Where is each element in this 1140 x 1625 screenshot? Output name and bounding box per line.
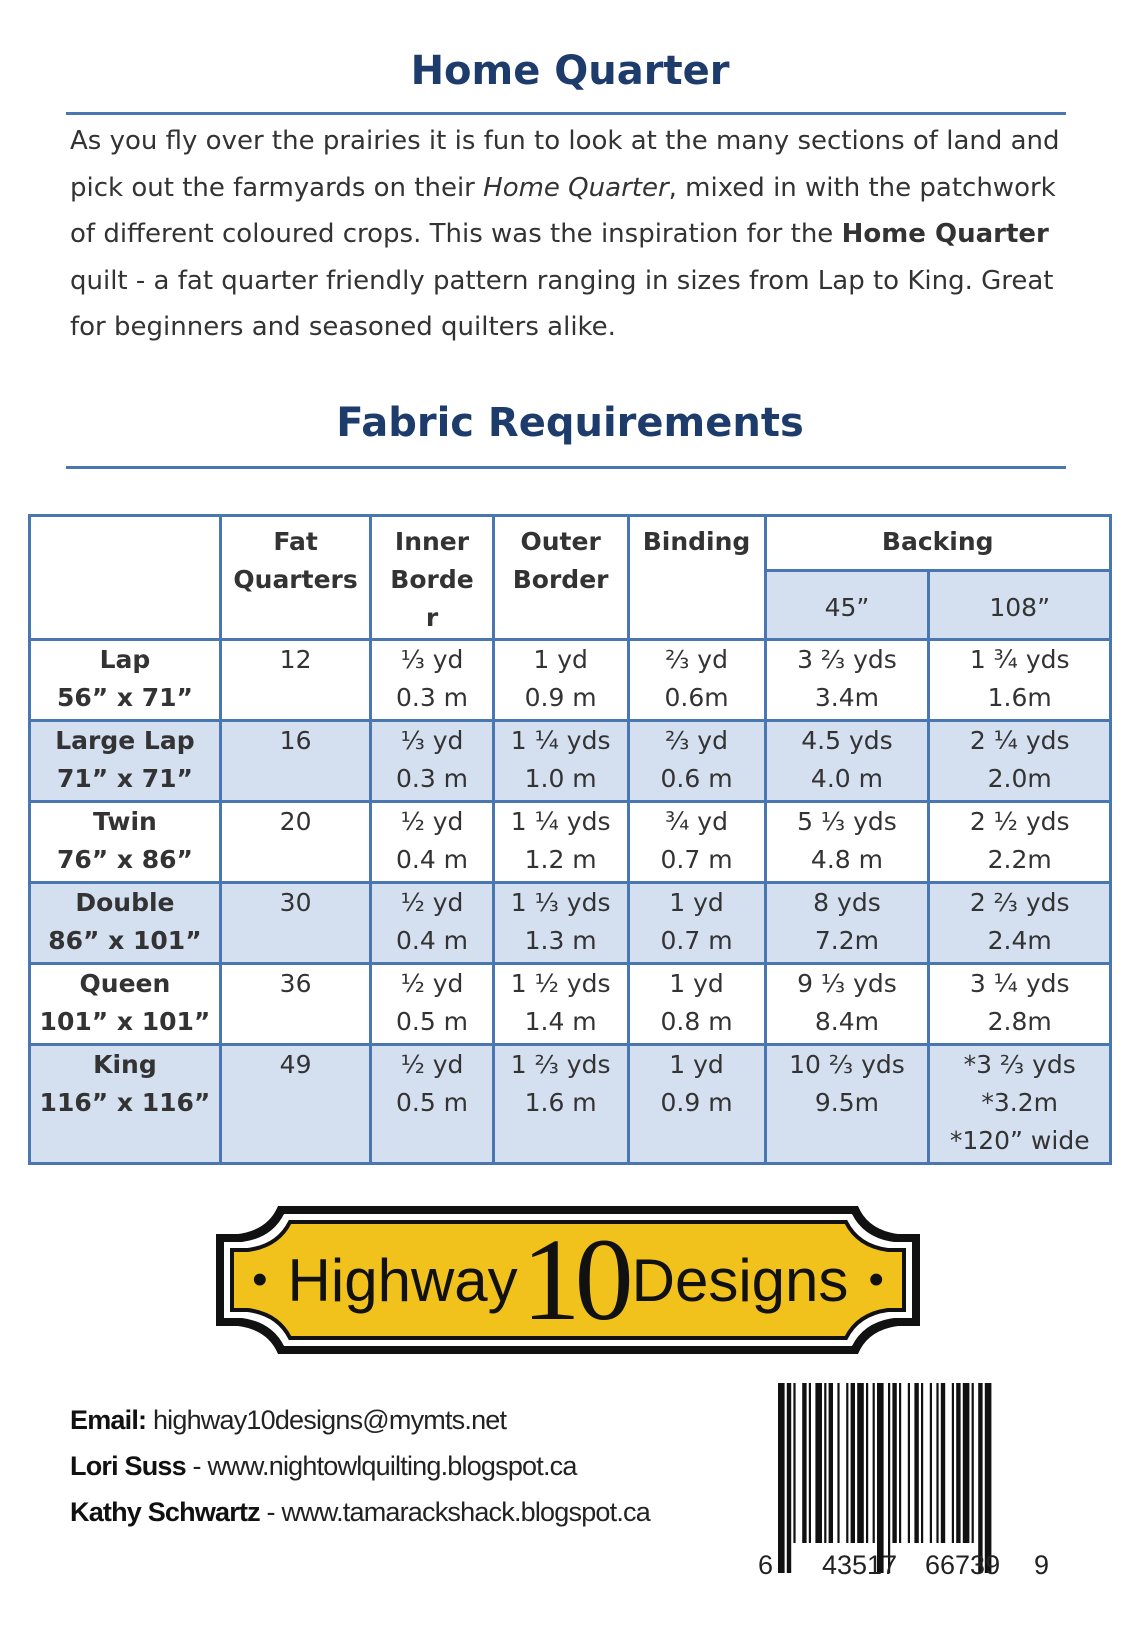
- logo-dot-left: •: [252, 1255, 268, 1304]
- outer-border-value: 1 ⅔ yds: [510, 1050, 611, 1079]
- binding-value: 0.6 m: [660, 764, 733, 793]
- page-title: Home Quarter: [410, 48, 730, 94]
- row-size-label: [30, 883, 221, 964]
- outer-border-value: 1.4 m: [524, 1007, 597, 1036]
- contact-info: [70, 1405, 650, 1543]
- intro-bold: Home Quarter: [841, 219, 1049, 249]
- barcode-bar: [936, 1383, 938, 1543]
- intro-emphasis: Home Quarter: [483, 172, 669, 203]
- backing-108-value: 2.2m: [987, 845, 1052, 874]
- barcode-bar: [972, 1383, 974, 1543]
- binding-cell: [628, 883, 765, 964]
- contact-email-line: [70, 1405, 650, 1451]
- barcode-bar: [985, 1383, 992, 1573]
- row-size-label: [30, 640, 221, 721]
- binding-cell: [628, 640, 765, 721]
- logo-number: 10: [521, 1214, 628, 1345]
- inner-border-value: ⅓ yd: [400, 726, 464, 755]
- outer-border-value: 1.3 m: [524, 926, 597, 955]
- backing-108-cell: [929, 802, 1111, 883]
- row-size-label: [30, 721, 221, 802]
- quilt-dimensions: 56” x 71”: [56, 683, 193, 712]
- quilt-dimensions: 86” x 101”: [48, 926, 202, 955]
- backing-108-value: *3.2m: [981, 1088, 1059, 1117]
- barcode-bar: [793, 1383, 795, 1543]
- quilt-size-name: Lap: [99, 645, 151, 674]
- backing-108-value: 2 ½ yds: [969, 807, 1070, 836]
- barcode-bar: [941, 1383, 945, 1543]
- fat-quarters-cell: 12: [220, 640, 370, 721]
- person2-name: Kathy Schwartz: [70, 1497, 260, 1527]
- barcode-bar: [829, 1383, 833, 1543]
- inner-border-value: ½ yd: [400, 1050, 464, 1079]
- outer-border-cell: [493, 1045, 628, 1164]
- row-size-label: [30, 964, 221, 1045]
- outer-border-value: 1 ½ yds: [510, 969, 611, 998]
- binding-value: 1 yd: [669, 969, 724, 998]
- backing-108-cell: [929, 721, 1111, 802]
- backing-45-value: 3 ⅔ yds: [797, 645, 897, 674]
- binding-value: 0.9 m: [660, 1088, 733, 1117]
- barcode-bar: [963, 1383, 970, 1543]
- quilt-dimensions: 76” x 86”: [56, 845, 193, 874]
- barcode-bar: [930, 1383, 932, 1543]
- binding-value: 0.7 m: [660, 845, 733, 874]
- outer-border-value: 1 yd: [533, 645, 588, 674]
- quilt-size-name: Large Lap: [55, 726, 195, 755]
- inner-border-value: 0.3 m: [395, 683, 469, 712]
- header-inner-border-line1: Inner: [394, 527, 470, 556]
- binding-cell: [628, 964, 765, 1045]
- barcode-bar: [815, 1383, 822, 1543]
- inner-border-value: 0.4 m: [395, 845, 469, 874]
- row-size-label: [30, 1045, 221, 1164]
- table-row: [30, 721, 1111, 802]
- inner-border-value: 0.4 m: [395, 926, 469, 955]
- person1-name: Lori Suss: [70, 1451, 186, 1481]
- highway-10-designs-logo: [208, 1200, 928, 1360]
- inner-border-cell: [371, 640, 493, 721]
- backing-45-value: 4.8 m: [810, 845, 883, 874]
- inner-border-cell: [371, 721, 493, 802]
- barcode-bar: [778, 1383, 785, 1573]
- barcode-bar: [892, 1383, 896, 1543]
- inner-border-cell: [371, 802, 493, 883]
- barcode-bar: [873, 1383, 875, 1543]
- backing-108-value: 2 ¼ yds: [969, 726, 1070, 755]
- backing-108-value: 2.0m: [987, 764, 1052, 793]
- binding-cell: [628, 1045, 765, 1164]
- backing-45-value: 9.5m: [814, 1088, 880, 1117]
- logo-dot-right: •: [868, 1255, 884, 1304]
- fat-quarters-cell: 30: [220, 883, 370, 964]
- barcode-bar: [877, 1383, 884, 1573]
- backing-45-cell: [765, 964, 929, 1045]
- fat-quarters-cell: 16: [220, 721, 370, 802]
- barcode-bar: [888, 1383, 890, 1573]
- inner-border-cell: [371, 964, 493, 1045]
- binding-cell: [628, 802, 765, 883]
- backing-108-cell: [929, 1045, 1111, 1164]
- quilt-dimensions: 116” x 116”: [39, 1088, 211, 1117]
- outer-border-value: 1 ⅓ yds: [510, 888, 611, 917]
- quilt-size-name: Double: [75, 888, 175, 917]
- backing-45-value: 4.5 yds: [801, 726, 893, 755]
- outer-border-cell: [493, 964, 628, 1045]
- backing-108-value: 2 ⅔ yds: [969, 888, 1070, 917]
- backing-45-value: 4.0 m: [810, 764, 883, 793]
- backing-45-value: 10 ⅔ yds: [789, 1050, 905, 1079]
- binding-value: 0.7 m: [660, 926, 733, 955]
- barcode-bar: [824, 1383, 826, 1543]
- barcode-bar: [899, 1383, 901, 1543]
- outer-border-value: 1.2 m: [524, 845, 597, 874]
- header-backing-108: 108”: [929, 571, 1111, 640]
- quilt-size-name: Twin: [93, 807, 157, 836]
- fat-quarters-cell: 36: [220, 964, 370, 1045]
- outer-border-cell: [493, 802, 628, 883]
- binding-value: ¾ yd: [665, 807, 728, 836]
- outer-border-value: 1 ¼ yds: [510, 807, 611, 836]
- quilt-dimensions: 101” x 101”: [39, 1007, 211, 1036]
- barcode-bar: [908, 1383, 910, 1543]
- header-backing-45: 45”: [765, 571, 929, 640]
- backing-45-cell: [765, 640, 929, 721]
- backing-108-cell: [929, 964, 1111, 1045]
- fat-quarters-cell: 49: [220, 1045, 370, 1164]
- header-outer-border: Outer Border: [493, 516, 628, 640]
- inner-border-cell: [371, 883, 493, 964]
- barcode-digit-first: 6: [758, 1550, 774, 1580]
- email-link[interactable]: highway10designs@mymts.net: [152, 1405, 507, 1435]
- barcode-digits-left: 43517: [822, 1550, 898, 1580]
- header-binding: Binding: [628, 516, 765, 640]
- barcode-bar: [851, 1383, 855, 1543]
- backing-108-value: 2.4m: [987, 926, 1052, 955]
- binding-value: 0.6m: [664, 683, 729, 712]
- binding-value: 1 yd: [669, 888, 724, 917]
- binding-value: 1 yd: [669, 1050, 724, 1079]
- backing-108-value: 1 ¾ yds: [969, 645, 1070, 674]
- binding-value: 0.8 m: [660, 1007, 733, 1036]
- outer-border-value: 1 ¼ yds: [510, 726, 611, 755]
- binding-value: ⅔ yd: [665, 645, 728, 674]
- table-row: [30, 883, 1111, 964]
- barcode-bar: [846, 1383, 848, 1543]
- backing-45-value: 5 ⅓ yds: [797, 807, 897, 836]
- barcode-digit-last: 9: [1034, 1550, 1050, 1580]
- header-inner-border: [371, 516, 493, 640]
- backing-45-value: 7.2m: [814, 926, 880, 955]
- barcode-bar: [914, 1383, 918, 1543]
- inner-border-cell: [371, 1045, 493, 1164]
- inner-border-value: 0.3 m: [395, 764, 469, 793]
- contact-person2-line: [70, 1497, 650, 1543]
- outer-border-cell: [493, 640, 628, 721]
- inner-border-value: 0.5 m: [395, 1088, 469, 1117]
- barcode-digits-right: 66739: [925, 1550, 1001, 1580]
- barcode-bar: [866, 1383, 868, 1543]
- backing-108-value: *3 ⅔ yds: [963, 1050, 1076, 1079]
- fabric-requirements-title: Fabric Requirements: [336, 400, 804, 446]
- backing-108-value: 2.8m: [987, 1007, 1052, 1036]
- table-row: [30, 1045, 1111, 1164]
- fat-quarters-cell: 20: [220, 802, 370, 883]
- header-fat-quarters: Fat Quarters: [220, 516, 370, 640]
- inner-border-value: ⅓ yd: [400, 645, 464, 674]
- backing-108-cell: [929, 640, 1111, 721]
- intro-text-2: , mixed in with the patchwork of different coloured crops. This was the inspiration for the: [70, 172, 1056, 249]
- outer-border-value: 0.9 m: [524, 683, 597, 712]
- logo-word-highway: Highway: [287, 1246, 518, 1314]
- inner-border-value: ½ yd: [400, 888, 464, 917]
- backing-45-value: 8 yds: [813, 888, 881, 917]
- barcode-bar: [956, 1383, 960, 1543]
- logo-text: [208, 1200, 928, 1360]
- backing-108-value: 1.6m: [987, 683, 1052, 712]
- table-row: [30, 802, 1111, 883]
- outer-border-value: 1.6 m: [524, 1088, 597, 1117]
- person1-sep: -: [185, 1451, 208, 1481]
- backing-45-cell: [765, 1045, 929, 1164]
- table-row: [30, 640, 1111, 721]
- intro-text-1: As you fly over the prairies it is fun to look at the many sections of land and pick out the farmyards on their: [70, 126, 1060, 203]
- backing-45-value: 9 ⅓ yds: [797, 969, 897, 998]
- backing-45-value: 3.4m: [814, 683, 880, 712]
- inner-border-value: 0.5 m: [395, 1007, 469, 1036]
- fabric-divider: [66, 466, 1066, 469]
- barcode-bar: [837, 1383, 839, 1543]
- header-size: [30, 516, 221, 640]
- row-size-label: [30, 802, 221, 883]
- logo-word-designs: Designs: [631, 1246, 849, 1314]
- barcode-bar: [857, 1383, 864, 1543]
- binding-value: ⅔ yd: [665, 726, 728, 755]
- contact-person1-line: [70, 1451, 650, 1497]
- barcode-bar: [952, 1383, 954, 1543]
- backing-45-cell: [765, 721, 929, 802]
- outer-border-value: 1.0 m: [524, 764, 597, 793]
- inner-border-value: ½ yd: [400, 969, 464, 998]
- binding-cell: [628, 721, 765, 802]
- barcode-bar: [921, 1383, 923, 1543]
- barcode-bar: [802, 1383, 806, 1543]
- header-inner-border-line2: Borde: [390, 565, 474, 594]
- header-backing: Backing: [765, 516, 1111, 571]
- backing-45-cell: [765, 883, 929, 964]
- barcode-bar: [787, 1383, 791, 1573]
- intro-paragraph: [70, 118, 1080, 351]
- quilt-dimensions: 71” x 71”: [56, 764, 193, 793]
- outer-border-cell: [493, 883, 628, 964]
- fabric-requirements-table: [28, 514, 1112, 1165]
- header-inner-border-line3: r: [425, 603, 439, 632]
- quilt-size-name: King: [93, 1050, 157, 1079]
- quilt-size-name: Queen: [79, 969, 171, 998]
- barcode-bar: [809, 1383, 811, 1543]
- email-label: Email:: [70, 1405, 147, 1435]
- person2-website-link[interactable]: www.tamarackshack.blogspot.ca: [281, 1497, 650, 1527]
- outer-border-cell: [493, 721, 628, 802]
- title-divider: [66, 112, 1066, 115]
- backing-108-value: 3 ¼ yds: [969, 969, 1070, 998]
- person1-website-link[interactable]: www.nightowlquilting.blogspot.ca: [207, 1451, 577, 1481]
- backing-108-cell: [929, 883, 1111, 964]
- intro-text-3: quilt - a fat quarter friendly pattern ranging in sizes from Lap to King. Great for beginners and seasoned quilters alike.: [70, 265, 1054, 342]
- person2-sep: -: [259, 1497, 282, 1527]
- table-row: [30, 964, 1111, 1045]
- inner-border-value: ½ yd: [400, 807, 464, 836]
- barcode-bar: [978, 1383, 982, 1573]
- backing-45-value: 8.4m: [814, 1007, 880, 1036]
- backing-45-cell: [765, 802, 929, 883]
- backing-108-value: *120” wide: [949, 1126, 1090, 1155]
